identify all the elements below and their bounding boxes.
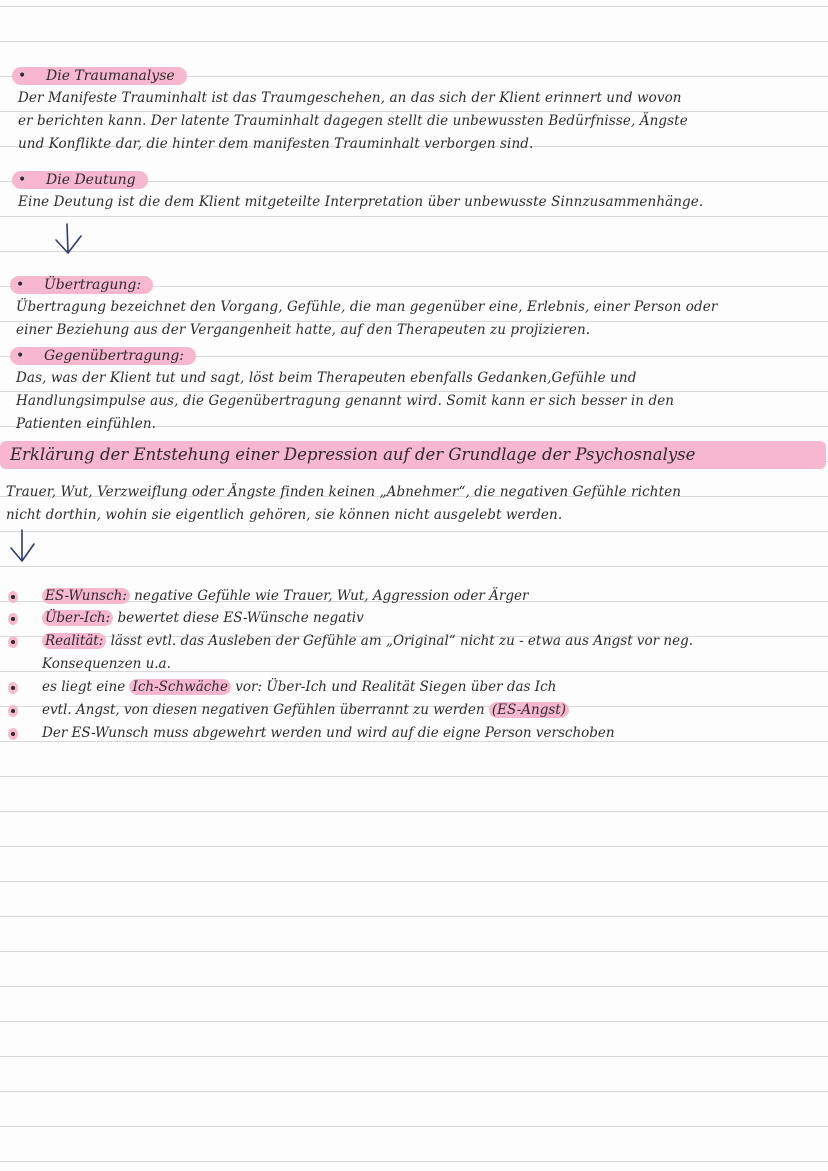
bullet-dot-icon (8, 705, 18, 717)
text-line: einer Beziehung aus der Vergangenheit hatte, auf den Therapeuten zu projizieren. (16, 322, 591, 338)
heading-text: Die Traumanalyse (46, 68, 175, 84)
text-line: er berichten kann. Der latente Trauminhalt dagegen stellt die unbewussten Bedürfnisse, Ängste (18, 113, 688, 129)
section-banner (0, 441, 826, 469)
list-text-post: vor: Über-Ich und Realität Siegen über das Ich (231, 679, 557, 695)
list-item-text (42, 679, 556, 695)
list-item-text (42, 725, 615, 741)
highlight-term: ES-Wunsch: (42, 588, 130, 604)
list-text-post: lässt evtl. das Ausleben der Gefühle am „Original“ nicht zu - etwa aus Angst vor neg. (106, 633, 694, 649)
bullet-dot-icon: • (18, 172, 27, 188)
heading-deutung (12, 171, 148, 189)
heading-text: Übertragung: (44, 277, 142, 293)
heading-traumanalyse (12, 67, 187, 85)
text-line: Eine Deutung ist die dem Klient mitgeteilte Interpretation über unbewusste Sinnzusammenhänge. (18, 194, 704, 210)
highlight-term: Realität: (42, 633, 106, 649)
list-item-text (42, 610, 364, 626)
list-item-text: Konsequenzen u.a. (42, 656, 171, 672)
bullet-dot-icon (8, 636, 18, 648)
list-text-pre: evtl. Angst, von diesen negativen Gefühlen überrannt zu werden (42, 702, 489, 718)
text-line: Patienten einfühlen. (16, 416, 157, 432)
list-text-post: bewertet diese ES-Wünsche negativ (113, 610, 364, 626)
bullet-dot-icon: • (18, 68, 27, 84)
list-item-text (42, 633, 693, 649)
text-line: und Konflikte dar, die hinter dem manifesten Trauminhalt verborgen sind. (18, 136, 534, 152)
highlight-term: (ES-Angst) (489, 702, 569, 718)
heading-gegenuebertragung (10, 347, 196, 365)
bullet-dot-icon (8, 591, 18, 603)
bullet-dot-icon: • (16, 348, 25, 364)
bullet-dot-icon: • (16, 277, 25, 293)
list-text-pre: es liegt eine (42, 679, 130, 695)
list-item-text (42, 702, 569, 718)
highlight-term: Ich-Schwäche (129, 679, 231, 695)
text-line: Handlungsimpulse aus, die Gegenübertragung genannt wird. Somit kann er sich besser in den (16, 393, 675, 409)
list-text-pre: Der ES-Wunsch muss abgewehrt werden und wird auf die eigne Person verschoben (42, 725, 615, 741)
text-line: Trauer, Wut, Verzweiflung oder Ängste finden keinen „Abnehmer“, die negativen Gefühle richten (6, 484, 681, 500)
heading-text: Die Deutung (46, 172, 136, 188)
list-text-post: negative Gefühle wie Trauer, Wut, Aggression oder Ärger (129, 588, 529, 604)
text-line: nicht dorthin, wohin sie eigentlich gehören, sie können nicht ausgelebt werden. (6, 507, 563, 523)
bullet-dot-icon (8, 613, 18, 625)
heading-uebertragung (10, 276, 153, 294)
bullet-dot-icon (8, 682, 18, 694)
down-arrow-icon (52, 222, 84, 256)
down-arrow-icon (8, 528, 38, 564)
highlight-term: Über-Ich: (42, 610, 113, 626)
list-item-text (42, 588, 528, 604)
banner-title: Erklärung der Entstehung einer Depression auf der Grundlage der Psychosnalyse (10, 445, 696, 464)
bullet-dot-icon (8, 728, 18, 740)
text-line: Übertragung bezeichnet den Vorgang, Gefühle, die man gegenüber eine, Erlebnis, einer Person oder (16, 299, 718, 315)
heading-text: Gegenübertragung: (44, 348, 185, 364)
text-line: Der Manifeste Trauminhalt ist das Traumgeschehen, an das sich der Klient erinnert und wovon (18, 90, 682, 106)
text-line: Das, was der Klient tut und sagt, löst beim Therapeuten ebenfalls Gedanken,Gefühle und (16, 370, 637, 386)
